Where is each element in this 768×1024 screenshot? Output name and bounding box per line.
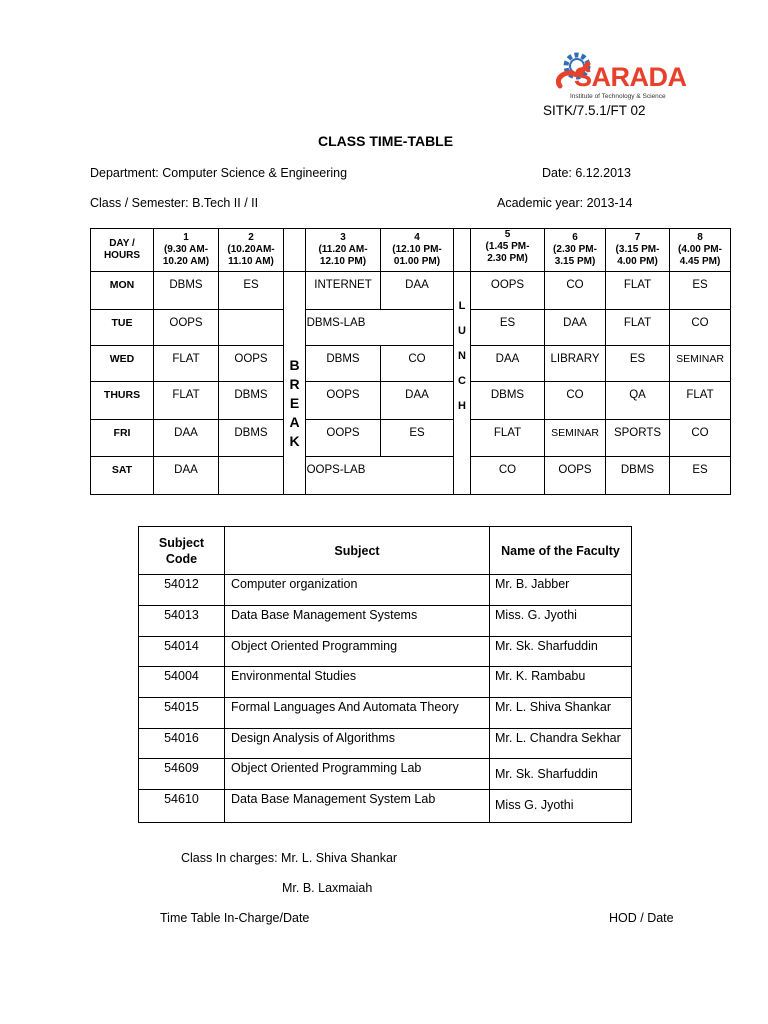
period-header: 2 (10.20AM- 11.10 AM)	[219, 229, 284, 272]
academic-year: Academic year: 2013-14	[497, 196, 633, 210]
table-cell: DBMS	[306, 346, 381, 382]
hod-signature: HOD / Date	[609, 911, 674, 925]
break-header	[284, 229, 306, 272]
table-row	[139, 637, 632, 667]
timetable	[90, 228, 731, 495]
table-cell: DAA	[545, 310, 606, 346]
faculty-name: Mr. L. Chandra Sekhar	[490, 729, 632, 759]
logo-tagline: Institute of Technology & Science	[570, 93, 666, 100]
table-row	[91, 420, 731, 457]
table-cell: FLAT	[154, 382, 219, 420]
break-letter: E	[289, 395, 300, 411]
lunch-header	[454, 229, 471, 272]
period-header: 6 (2.30 PM- 3.15 PM)	[545, 229, 606, 272]
table-row	[91, 382, 731, 420]
subject-name: Formal Languages And Automata Theory	[225, 698, 490, 729]
department: Department: Computer Science & Engineering	[90, 166, 348, 180]
table-cell: OOPS	[545, 457, 606, 495]
table-cell: FLAT	[606, 310, 670, 346]
day-cell: TUE	[91, 310, 154, 346]
table-cell: CO	[670, 310, 731, 346]
subject-name: Object Oriented Programming	[225, 637, 490, 667]
day-cell: WED	[91, 346, 154, 382]
class-semester: Class / Semester: B.Tech II / II	[90, 196, 259, 210]
subject-code: 54016	[139, 729, 225, 759]
table-cell: ES	[471, 310, 545, 346]
subject-code: 54015	[139, 698, 225, 729]
timetable-header-row	[91, 229, 731, 272]
table-cell: OOPS	[306, 382, 381, 420]
table-row	[139, 790, 632, 823]
day-cell: FRI	[91, 420, 154, 457]
subject-name: Environmental Studies	[225, 667, 490, 698]
table-cell: DAA	[154, 420, 219, 457]
subject-code: 54014	[139, 637, 225, 667]
table-cell: SEMINAR	[545, 420, 606, 457]
institute-logo	[544, 44, 687, 106]
table-cell: FLAT	[606, 272, 670, 310]
timetable-incharge-signature: Time Table In-Charge/Date	[160, 911, 310, 925]
lunch-letter: N	[458, 350, 466, 362]
table-cell: CO	[471, 457, 545, 495]
faculty-header: Name of the Faculty	[490, 527, 632, 575]
subject-name: Data Base Management Systems	[225, 606, 490, 637]
table-cell: CO	[381, 346, 454, 382]
day-cell: SAT	[91, 457, 154, 495]
subject-name: Data Base Management System Lab	[225, 790, 490, 823]
lunch-letter: H	[458, 400, 466, 412]
table-cell: SPORTS	[606, 420, 670, 457]
page-title: CLASS TIME-TABLE	[318, 133, 454, 149]
table-cell: OOPS	[219, 346, 284, 382]
table-cell: CO	[545, 272, 606, 310]
table-cell: DBMS	[471, 382, 545, 420]
lunch-letter: C	[458, 375, 466, 387]
table-row	[139, 698, 632, 729]
table-cell: DAA	[381, 382, 454, 420]
table-cell: DBMS	[606, 457, 670, 495]
table-cell: ES	[670, 457, 731, 495]
faculty-name: Miss. G. Jyothi	[490, 606, 632, 637]
table-cell: ES	[219, 272, 284, 310]
table-cell: LIBRARY	[545, 346, 606, 382]
subject-name: Computer organization	[225, 575, 490, 606]
table-cell: DBMS	[219, 420, 284, 457]
table-cell: DBMS	[154, 272, 219, 310]
table-cell: ES	[381, 420, 454, 457]
break-letter: K	[289, 433, 300, 449]
table-row	[139, 729, 632, 759]
table-row	[91, 310, 731, 346]
table-cell: ES	[606, 346, 670, 382]
table-row	[139, 667, 632, 698]
table-cell: CO	[545, 382, 606, 420]
table-cell: FLAT	[471, 420, 545, 457]
table-cell: FLAT	[670, 382, 731, 420]
table-row	[139, 759, 632, 790]
second-incharge: Mr. B. Laxmaiah	[282, 881, 373, 895]
faculty-name: Mr. K. Rambabu	[490, 667, 632, 698]
table-row	[91, 272, 731, 310]
subject-table	[138, 526, 632, 823]
lunch-column	[454, 272, 471, 495]
faculty-name: Mr. L. Shiva Shankar	[490, 698, 632, 729]
logo-brand: SARADA	[574, 62, 687, 92]
lunch-letter: L	[458, 300, 466, 312]
lab-cell: OOPS-LAB	[219, 457, 454, 495]
table-cell: DAA	[471, 346, 545, 382]
subject-code-header: Subject Code	[139, 527, 225, 575]
period-header: 1 (9.30 AM- 10.20 AM)	[154, 229, 219, 272]
table-cell: CO	[670, 420, 731, 457]
lunch-letter: U	[458, 325, 466, 337]
faculty-name: Miss G. Jyothi	[490, 790, 632, 823]
date: Date: 6.12.2013	[542, 166, 631, 180]
faculty-name: Mr. B. Jabber	[490, 575, 632, 606]
period-header: 5 (1.45 PM- 2.30 PM)	[471, 229, 545, 272]
subject-code: 54610	[139, 790, 225, 823]
subject-header-row	[139, 527, 632, 575]
lab-cell: DBMS-LAB	[219, 310, 454, 346]
table-row	[91, 346, 731, 382]
period-header: 3 (11.20 AM- 12.10 PM)	[306, 229, 381, 272]
faculty-name: Mr. Sk. Sharfuddin	[490, 759, 632, 790]
subject-code: 54609	[139, 759, 225, 790]
day-cell: THURS	[91, 382, 154, 420]
doc-code: SITK/7.5.1/FT 02	[543, 103, 646, 118]
subject-code: 54004	[139, 667, 225, 698]
table-cell: INTERNET	[306, 272, 381, 310]
break-letter: B	[289, 357, 300, 373]
table-cell: OOPS	[471, 272, 545, 310]
table-cell: OOPS	[306, 420, 381, 457]
subject-header: Subject	[225, 527, 490, 575]
period-header: 4 (12.10 PM- 01.00 PM)	[381, 229, 454, 272]
table-row	[139, 606, 632, 637]
table-cell: ES	[670, 272, 731, 310]
class-incharges: Class In charges: Mr. L. Shiva Shankar	[181, 851, 398, 865]
break-letter: A	[289, 414, 300, 430]
table-cell: QA	[606, 382, 670, 420]
subject-name: Design Analysis of Algorithms	[225, 729, 490, 759]
subject-name: Object Oriented Programming Lab	[225, 759, 490, 790]
table-cell: OOPS	[154, 310, 219, 346]
period-header: 7 (3.15 PM- 4.00 PM)	[606, 229, 670, 272]
table-cell: FLAT	[154, 346, 219, 382]
table-row	[139, 575, 632, 606]
table-row	[91, 457, 731, 495]
table-cell: DAA	[154, 457, 219, 495]
subject-code: 54012	[139, 575, 225, 606]
table-cell: DAA	[381, 272, 454, 310]
faculty-name: Mr. Sk. Sharfuddin	[490, 637, 632, 667]
break-letter: R	[289, 376, 300, 392]
corner-header: DAY / HOURS	[91, 229, 154, 272]
period-header: 8 (4.00 PM- 4.45 PM)	[670, 229, 731, 272]
table-cell: SEMINAR	[670, 346, 731, 382]
subject-code: 54013	[139, 606, 225, 637]
day-cell: MON	[91, 272, 154, 310]
table-cell: DBMS	[219, 382, 284, 420]
